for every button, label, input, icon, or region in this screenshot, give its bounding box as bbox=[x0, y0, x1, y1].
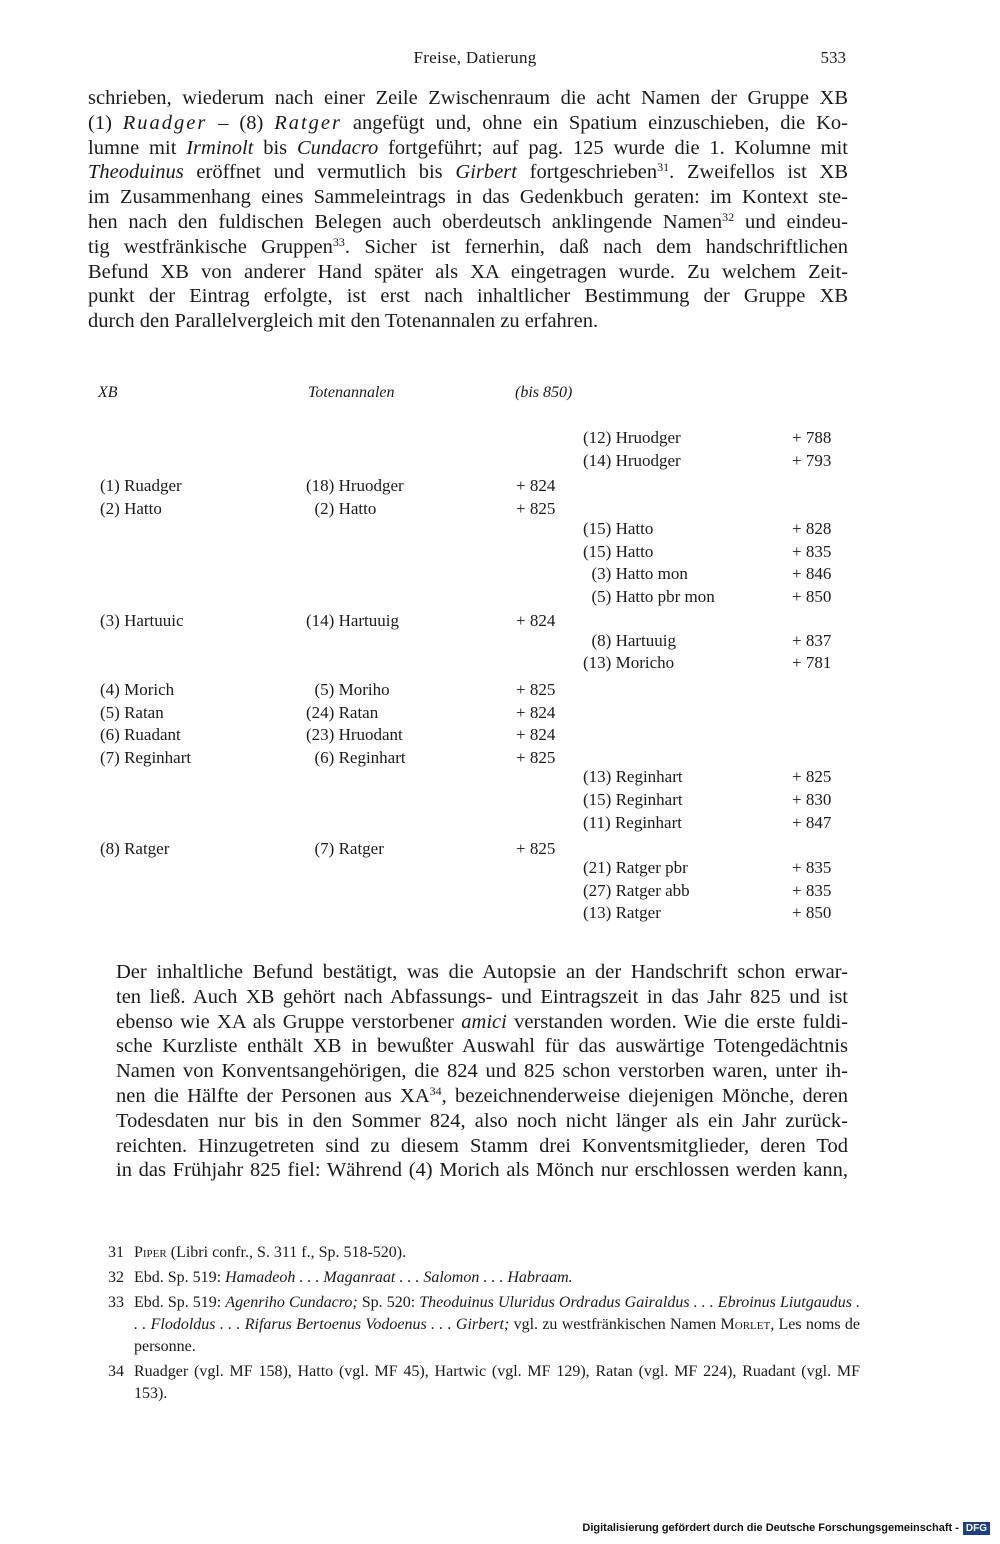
table-cell-annal-entry-name: (5) Hatto pbr mon bbox=[583, 587, 715, 606]
table-cell-totenannalen-name: (2) Hatto bbox=[306, 499, 377, 518]
table-cell-annal-entry-name: (15) Hatto bbox=[583, 542, 654, 561]
table-cell-annal-entry-name: (15) Hatto bbox=[583, 519, 654, 538]
running-head bbox=[90, 48, 860, 72]
table-cell-xb-name: (6) Ruadant bbox=[100, 725, 181, 744]
table-cell-xb-name: (8) Ratger bbox=[100, 839, 170, 858]
table-cell-annal-entry-date: + 781 bbox=[792, 653, 832, 672]
column-header-xb: XB bbox=[98, 384, 118, 401]
text-line: schrieben, wiederum nach einer Zeile Zwischenraum die acht Namen der Gruppe XB bbox=[88, 87, 848, 109]
column-header-totenannalen: Totenannalen bbox=[308, 384, 395, 401]
running-title: Freise, Datierung bbox=[413, 48, 537, 67]
table-cell-death-date: + 824 bbox=[516, 725, 556, 744]
table-cell-annal-entry-name: (15) Reginhart bbox=[583, 790, 683, 809]
text-line: im Zusammenhang eines Sammeleintrags in das Gedenkbuch geraten: im Kontext ste- bbox=[88, 186, 848, 209]
table-cell-annal-entry-name: (13) Moricho bbox=[583, 653, 675, 672]
footnote-ref: 32 bbox=[722, 209, 735, 224]
table-cell-xb-name: (5) Ratan bbox=[100, 703, 164, 722]
table-cell-annal-entry-date: + 850 bbox=[792, 903, 832, 922]
text-line: nen die Hälfte der Personen aus XA$^{34}$, bezeichnenderweise diejenigen Mönche, deren bbox=[116, 1083, 848, 1107]
table-cell-xb-name: (1) Ruadger bbox=[100, 476, 182, 495]
text-line: sche Kurzliste enthält XB in bewußter Auswahl für das auswärtige Totengedächtnis bbox=[116, 1035, 848, 1058]
table-cell-annal-entry-date: + 835 bbox=[792, 881, 832, 900]
page-number: 533 bbox=[820, 48, 846, 67]
footnote-ref: 34 bbox=[429, 1083, 442, 1098]
table-cell-annal-entry-date: + 847 bbox=[792, 813, 832, 832]
footnotes bbox=[108, 1242, 860, 1408]
table-cell-death-date: + 825 bbox=[516, 839, 556, 858]
table-cell-annal-entry-date: + 835 bbox=[792, 542, 832, 561]
text-line: in das Frühjahr 825 fiel: Während (4) Morich als Mönch nur erschlossen werden kann, bbox=[116, 1159, 848, 1182]
comparison-table-header bbox=[0, 384, 1000, 408]
footnote-33: 33 Ebd. Sp. 519: Agenriho Cundacro; Sp. 520: Theoduinus Uluridus Ordradus Gairaldus . . . Ebroinus Liutgaudus . . . Flodoldus . . . Rifarus Bertoenus Vodoenus . . . Girbert; vgl. zu westfränkischen Namen Morlet, Les noms de personne. bbox=[108, 1294, 861, 1355]
dfg-logo-icon: DFG bbox=[963, 1522, 990, 1535]
table-cell-annal-entry-name: (13) Ratger bbox=[583, 903, 661, 922]
text-line: (1) Ruadger – (8) Ratger angefügt und, ohne ein Spatium einzuschieben, die Ko- bbox=[88, 111, 848, 134]
table-cell-xb-name: (2) Hatto bbox=[100, 499, 162, 518]
text-line: Befund XB von anderer Hand später als XA eingetragen wurde. Zu welchem Zeit- bbox=[88, 260, 848, 283]
paragraph-findings bbox=[88, 960, 848, 1183]
table-cell-annal-entry-name: (21) Ratger pbr bbox=[583, 858, 688, 877]
footnote-31: 31 Piper (Libri confr., S. 311 f., Sp. 518-520). bbox=[108, 1244, 407, 1261]
text-line: lumne mit Irminolt bis Cundacro fortgeführt; auf pag. 125 wurde die 1. Kolumne mit bbox=[88, 136, 848, 159]
footnote-34: 34 Ruadger (vgl. MF 158), Hatto (vgl. MF 45), Hartwic (vgl. MF 129), Ratan (vgl. MF 224), Ruadant (vgl. MF 153). bbox=[108, 1363, 860, 1402]
table-cell-totenannalen-name: (18) Hruodger bbox=[306, 476, 404, 495]
table-cell-death-date: + 824 bbox=[516, 703, 556, 722]
table-cell-annal-entry-name: (11) Reginhart bbox=[583, 813, 682, 832]
table-cell-totenannalen-name: (24) Ratan bbox=[306, 703, 379, 722]
table-cell-annal-entry-name: (13) Reginhart bbox=[583, 767, 683, 786]
text-line: durch den Parallelvergleich mit den Totenannalen zu erfahren. bbox=[88, 310, 599, 333]
table-cell-annal-entry-date: + 793 bbox=[792, 451, 832, 470]
table-cell-xb-name: (3) Hartuuic bbox=[100, 611, 184, 630]
text-line: Der inhaltliche Befund bestätigt, was die Autopsie an der Handschrift schon erwar- bbox=[116, 961, 848, 983]
table-cell-annal-entry-date: + 846 bbox=[792, 564, 832, 583]
text-line: Theoduinus eröffnet und vermutlich bis Girbert fortgeschrieben$^{31}$. Zweifellos ist XB bbox=[88, 160, 849, 184]
table-cell-xb-name: (7) Reginhart bbox=[100, 748, 192, 767]
table-cell-death-date: + 825 bbox=[516, 748, 556, 767]
table-cell-annal-entry-date: + 837 bbox=[792, 631, 832, 650]
table-cell-death-date: + 825 bbox=[516, 680, 556, 699]
table-cell-totenannalen-name: (23) Hruodant bbox=[306, 725, 403, 744]
table-cell-annal-entry-name: (27) Ratger abb bbox=[583, 881, 690, 900]
table-cell-xb-name: (4) Morich bbox=[100, 680, 175, 699]
table-cell-annal-entry-name: (12) Hruodger bbox=[583, 428, 681, 447]
table-cell-totenannalen-name: (14) Hartuuig bbox=[306, 611, 400, 630]
table-cell-annal-entry-name: (3) Hatto mon bbox=[583, 564, 688, 583]
dfg-funding-banner bbox=[582, 1518, 990, 1538]
table-cell-annal-entry-date: + 825 bbox=[792, 767, 832, 786]
banner-text: Digitalisierung gefördert durch die Deutsche Forschungsgemeinschaft - bbox=[582, 1522, 959, 1534]
footnote-ref: 31 bbox=[657, 160, 670, 175]
table-cell-annal-entry-name: (8) Hartuuig bbox=[583, 631, 677, 650]
text-line: hen nach den fuldischen Belegen auch oberdeutsch anklingende Namen$^{32}$ und eindeu- bbox=[88, 209, 848, 233]
paragraph-intro bbox=[88, 86, 848, 334]
table-cell-annal-entry-date: + 828 bbox=[792, 519, 832, 538]
table-cell-totenannalen-name: (5) Moriho bbox=[306, 680, 390, 699]
column-header-bis-850: (bis 850) bbox=[515, 384, 573, 401]
table-cell-annal-entry-date: + 835 bbox=[792, 858, 832, 877]
table-cell-annal-entry-name: (14) Hruodger bbox=[583, 451, 681, 470]
table-cell-totenannalen-name: (7) Ratger bbox=[306, 839, 384, 858]
text-line: reichten. Hinzugetreten sind zu diesem Stamm drei Konventsmitglieder, deren Tod bbox=[116, 1134, 848, 1157]
table-cell-death-date: + 824 bbox=[516, 611, 556, 630]
table-cell-death-date: + 824 bbox=[516, 476, 556, 495]
table-cell-annal-entry-date: + 788 bbox=[792, 428, 832, 447]
text-line: Todesdaten nur bis in den Sommer 824, also noch nicht länger als ein Jahr zurück- bbox=[116, 1109, 848, 1132]
text-line: punkt der Eintrag erfolgte, ist erst nach inhaltlicher Bestimmung der Gruppe XB bbox=[88, 285, 848, 308]
footnote-ref: 33 bbox=[332, 234, 345, 249]
text-line: ebenso wie XA als Gruppe verstorbener amici verstanden worden. Wie die erste fuldi- bbox=[116, 1010, 848, 1033]
text-line: Namen von Konventsangehörigen, die 824 und 825 schon verstorben waren, unter ih- bbox=[116, 1060, 848, 1083]
text-line: tig westfränkische Gruppen$^{33}$. Sicher ist fernerhin, daß nach dem handschriftlichen bbox=[88, 234, 849, 258]
footnote-32: 32 Ebd. Sp. 519: Hamadeoh . . . Maganraat . . . Salomon . . . Habraam. bbox=[108, 1269, 573, 1286]
text-line: ten ließ. Auch XB gehört nach Abfassungs- und Eintragszeit in das Jahr 825 und ist bbox=[116, 985, 848, 1008]
table-cell-annal-entry-date: + 850 bbox=[792, 587, 832, 606]
table-cell-annal-entry-date: + 830 bbox=[792, 790, 832, 809]
table-cell-death-date: + 825 bbox=[516, 499, 556, 518]
table-cell-totenannalen-name: (6) Reginhart bbox=[306, 748, 406, 767]
